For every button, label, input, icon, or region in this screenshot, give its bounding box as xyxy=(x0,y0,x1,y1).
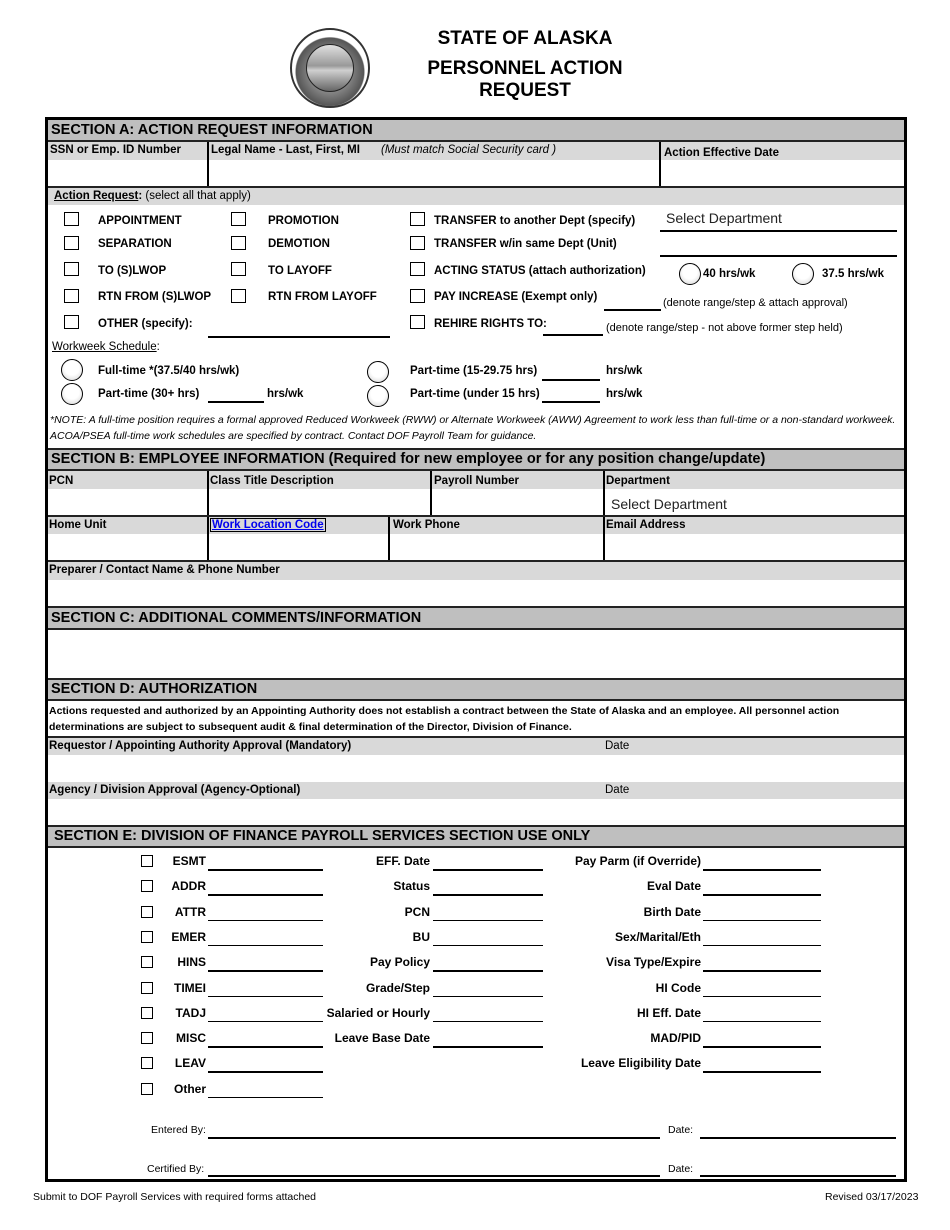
pay-policy-label: Pay Policy xyxy=(369,955,430,970)
addr-label: ADDR xyxy=(171,879,206,894)
authorization-disclaimer: Actions requested and authorized by an Appointing Authority does not establish a contract between the State of Alaska and an employee. All personnel action determinations are subject to subsequent audit & final determination of the Director, Division of Finance. xyxy=(49,705,840,733)
leave-eligibility-date-label: Leave Eligibility Date xyxy=(580,1056,701,1071)
rehire-rights-line[interactable] xyxy=(543,334,603,336)
status-label: Status xyxy=(393,879,430,894)
to-layoff-label: TO LAYOFF xyxy=(268,265,332,277)
tadj-label: TADJ xyxy=(175,1005,206,1020)
other-label: Other xyxy=(173,1081,206,1096)
section-d-header: SECTION D: AUTHORIZATION xyxy=(48,680,904,701)
salaried-or-hourly-line[interactable] xyxy=(433,1021,543,1023)
divider xyxy=(659,142,661,188)
rehire-note: (denote range/step - not above former step held) xyxy=(606,322,843,334)
addr-line[interactable] xyxy=(208,894,323,896)
part-time-under15-label: Part-time (under 15 hrs) xyxy=(410,388,540,400)
timei-line[interactable] xyxy=(208,996,323,998)
rtn-from-layoff-label: RTN FROM LAYOFF xyxy=(268,291,377,303)
pay-increase-note: (denote range/step & attach approval) xyxy=(663,297,848,309)
transfer-unit-line[interactable] xyxy=(660,255,897,257)
leave-eligibility-date-line[interactable] xyxy=(703,1071,821,1073)
promotion-label: PROMOTION xyxy=(268,215,339,227)
part-time-15-label: Part-time (15-29.75 hrs) xyxy=(410,365,538,377)
visa-type-expire-line[interactable] xyxy=(703,970,821,972)
transfer-dept-checkbox[interactable] xyxy=(410,212,425,226)
effective-date-label: Action Effective Date xyxy=(664,147,780,159)
rehire-rights-label: REHIRE RIGHTS TO: xyxy=(434,318,547,330)
bu-line[interactable] xyxy=(433,945,543,947)
to-layoff-checkbox[interactable] xyxy=(231,262,246,276)
leav-label: LEAV xyxy=(174,1056,206,1071)
legal-name-input[interactable] xyxy=(212,162,652,184)
agency-signature-input[interactable] xyxy=(51,801,591,825)
leave-base-date-label: Leave Base Date xyxy=(334,1031,430,1046)
effective-date-input[interactable] xyxy=(664,164,900,186)
acting-status-label: ACTING STATUS (attach authorization) xyxy=(434,265,646,277)
agency-approval-label: Agency / Division Approval (Agency-Optional) xyxy=(49,784,301,796)
agency-date-input[interactable] xyxy=(605,801,899,825)
hrs-wk-unit: hrs/wk xyxy=(606,388,643,400)
emer-line[interactable] xyxy=(208,945,323,947)
section-a-header: SECTION A: ACTION REQUEST INFORMATION xyxy=(48,120,904,142)
work-phone-label: Work Phone xyxy=(393,519,460,531)
email-label: Email Address xyxy=(606,519,686,531)
class-title-input[interactable] xyxy=(211,491,426,513)
birth-date-line[interactable] xyxy=(703,920,821,922)
section-b-header: SECTION B: EMPLOYEE INFORMATION (Required for new employee or for any position change/update) xyxy=(48,450,904,471)
department-label: Department xyxy=(606,475,670,487)
divider xyxy=(430,471,432,515)
pay-increase-checkbox[interactable] xyxy=(410,289,425,303)
pcn-line[interactable] xyxy=(433,920,543,922)
work-location-code-input[interactable] xyxy=(211,536,385,558)
requestor-date-input[interactable] xyxy=(605,757,899,781)
transfer-department-select[interactable]: Select Department xyxy=(666,210,782,226)
birth-date-label: Birth Date xyxy=(643,904,701,919)
demotion-checkbox[interactable] xyxy=(231,236,246,250)
eval-date-label: Eval Date xyxy=(646,879,701,894)
requestor-signature-input[interactable] xyxy=(51,757,591,781)
sex-marital-eth-label: Sex/Marital/Eth xyxy=(614,929,701,944)
underline xyxy=(660,230,897,232)
department-select[interactable]: Select Department xyxy=(611,496,727,512)
full-time-radio[interactable] xyxy=(61,359,83,381)
pcn-label: PCN xyxy=(49,475,74,487)
class-title-label: Class Title Description xyxy=(210,475,334,487)
hins-line[interactable] xyxy=(208,970,323,972)
divider xyxy=(388,517,390,560)
requestor-approval-label: Requestor / Appointing Authority Approval (Mandatory) xyxy=(49,740,352,752)
header-form-title: PERSONNEL ACTION REQUEST xyxy=(427,58,623,101)
certified-date-line[interactable] xyxy=(700,1175,896,1177)
pay-policy-line[interactable] xyxy=(433,970,543,972)
part-time-15-hours-line[interactable] xyxy=(542,379,600,381)
ssn-input[interactable] xyxy=(52,162,202,184)
section-c-header: SECTION C: ADDITIONAL COMMENTS/INFORMATION xyxy=(48,608,904,630)
divider xyxy=(207,142,209,186)
workweek-schedule-label: Workweek Schedule: xyxy=(52,341,160,353)
action-request-heading: Action Request: (select all that apply) xyxy=(54,190,251,202)
form-frame xyxy=(45,117,907,1182)
rehire-rights-checkbox[interactable] xyxy=(410,315,425,329)
part-time-under15-radio[interactable] xyxy=(367,385,389,407)
appointment-label: APPOINTMENT xyxy=(98,215,182,227)
emer-label: EMER xyxy=(171,929,206,944)
entered-date-label: Date: xyxy=(668,1124,694,1136)
certified-by-line[interactable] xyxy=(208,1175,660,1177)
separation-checkbox[interactable] xyxy=(64,236,79,250)
acting-40hrs-label: 40 hrs/wk xyxy=(703,268,756,280)
demotion-label: DEMOTION xyxy=(268,238,330,250)
acting-37-5hrs-radio[interactable] xyxy=(792,263,814,285)
eff-date-label: EFF. Date xyxy=(375,854,430,868)
eff-date-line[interactable] xyxy=(433,869,543,871)
eval-date-line[interactable] xyxy=(703,894,821,896)
payroll-number-label: Payroll Number xyxy=(434,475,519,487)
transfer-unit-label: TRANSFER w/in same Dept (Unit) xyxy=(434,238,617,250)
timei-label: TIMEI xyxy=(174,980,206,995)
other-checkbox[interactable] xyxy=(64,315,79,329)
part-time-30-hours-line[interactable] xyxy=(208,401,264,403)
transfer-dept-label: TRANSFER to another Dept (specify) xyxy=(434,215,636,227)
state-seal-icon xyxy=(290,28,370,108)
pay-increase-label: PAY INCREASE (Exempt only) xyxy=(434,291,598,303)
full-time-label: Full-time *(37.5/40 hrs/wk) xyxy=(98,365,240,377)
hi-eff-date-label: HI Eff. Date xyxy=(636,1005,701,1020)
transfer-unit-checkbox[interactable] xyxy=(410,236,425,250)
workweek-note: *NOTE: A full-time position requires a formal approved Reduced Workweek (RWW) or Alternate Workweek (AWW) Agreement to work less than full-time or a non-standard workweek. ACOA/PSEA full-time work schedules are specified by contract. Contact DOF Payroll Team for guidance. xyxy=(50,414,896,442)
separation-label: SEPARATION xyxy=(98,238,172,250)
divider xyxy=(603,517,605,560)
entered-by-label: Entered By: xyxy=(151,1124,206,1136)
pcn-label: PCN xyxy=(404,904,430,919)
mad-pid-label: MAD/PID xyxy=(650,1031,701,1046)
hrs-wk-unit: hrs/wk xyxy=(606,365,643,377)
to-slwop-checkbox[interactable] xyxy=(64,262,79,276)
other-specify-line[interactable] xyxy=(208,336,390,338)
leave-base-date-line[interactable] xyxy=(433,1046,543,1048)
part-time-15-radio[interactable] xyxy=(367,361,389,383)
part-time-30-label: Part-time (30+ hrs) xyxy=(98,388,200,400)
certified-date-label: Date: xyxy=(668,1163,694,1175)
appointment-checkbox[interactable] xyxy=(64,212,79,226)
sex-marital-eth-line[interactable] xyxy=(703,945,821,947)
preparer-input[interactable] xyxy=(51,582,899,604)
hi-code-label: HI Code xyxy=(655,980,701,995)
home-unit-input[interactable] xyxy=(51,536,203,558)
esmt-line[interactable] xyxy=(208,869,323,871)
other-label: OTHER (specify): xyxy=(98,318,193,330)
entered-by-line[interactable] xyxy=(208,1137,660,1139)
divider xyxy=(207,471,209,515)
header-state-title: STATE OF ALASKA xyxy=(437,28,613,49)
legal-name-label: Legal Name - Last, First, MI xyxy=(211,144,360,156)
work-location-code-link[interactable]: Work Location Code xyxy=(212,519,324,531)
requestor-date-label: Date xyxy=(605,740,630,752)
attr-label: ATTR xyxy=(174,904,206,919)
hins-label: HINS xyxy=(177,955,206,970)
grade-step-label: Grade/Step xyxy=(365,980,430,995)
bu-label: BU xyxy=(412,929,430,944)
other-line[interactable] xyxy=(208,1097,323,1099)
mad-pid-line[interactable] xyxy=(703,1046,821,1048)
hrs-wk-unit: hrs/wk xyxy=(267,388,304,400)
entered-date-line[interactable] xyxy=(700,1137,896,1139)
ssn-label: SSN or Emp. ID Number xyxy=(50,144,181,156)
hi-eff-date-line[interactable] xyxy=(703,1021,821,1023)
footer-submit-note: Submit to DOF Payroll Services with required forms attached xyxy=(33,1191,317,1203)
legal-name-note: (Must match Social Security card ) xyxy=(381,144,557,156)
part-time-30-radio[interactable] xyxy=(61,383,83,405)
divider xyxy=(207,517,209,560)
leav-line[interactable] xyxy=(208,1071,323,1073)
esmt-label: ESMT xyxy=(172,854,206,868)
misc-label: MISC xyxy=(176,1031,206,1046)
preparer-label: Preparer / Contact Name & Phone Number xyxy=(49,564,280,576)
visa-type-expire-label: Visa Type/Expire xyxy=(606,955,701,970)
grade-step-line[interactable] xyxy=(433,996,543,998)
comments-textarea[interactable] xyxy=(51,632,899,676)
footer-revised-date: Revised 03/17/2023 xyxy=(825,1191,919,1203)
work-phone-input[interactable] xyxy=(392,536,600,558)
promotion-checkbox[interactable] xyxy=(231,212,246,226)
acting-40hrs-radio[interactable] xyxy=(679,263,701,285)
certified-by-label: Certified By: xyxy=(147,1163,205,1175)
email-input[interactable] xyxy=(607,536,899,558)
salaried-or-hourly-label: Salaried or Hourly xyxy=(326,1005,430,1020)
rtn-from-slwop-checkbox[interactable] xyxy=(64,289,79,303)
divider xyxy=(603,471,605,515)
pcn-input[interactable] xyxy=(51,491,203,513)
misc-line[interactable] xyxy=(208,1046,323,1048)
rtn-from-layoff-checkbox[interactable] xyxy=(231,289,246,303)
agency-date-label: Date xyxy=(605,784,630,796)
status-line[interactable] xyxy=(433,894,543,896)
hi-code-line[interactable] xyxy=(703,996,821,998)
pay-parm-if-override--label: Pay Parm (if Override) xyxy=(574,854,701,868)
section-b-label-row-2 xyxy=(48,517,904,534)
tadj-line[interactable] xyxy=(208,1021,323,1023)
acting-status-checkbox[interactable] xyxy=(410,262,425,276)
part-time-under15-hours-line[interactable] xyxy=(542,401,600,403)
payroll-number-input[interactable] xyxy=(434,491,599,513)
pay-parm-if-override--line[interactable] xyxy=(703,869,821,871)
acting-37-5hrs-label: 37.5 hrs/wk xyxy=(822,268,885,280)
pay-increase-line[interactable] xyxy=(604,309,661,311)
rtn-from-slwop-label: RTN FROM (S)LWOP xyxy=(98,291,212,303)
attr-line[interactable] xyxy=(208,920,323,922)
home-unit-label: Home Unit xyxy=(49,519,107,531)
section-e-header: SECTION E: DIVISION OF FINANCE PAYROLL SERVICES SECTION USE ONLY xyxy=(48,827,904,848)
to-slwop-label: TO (S)LWOP xyxy=(98,265,167,277)
